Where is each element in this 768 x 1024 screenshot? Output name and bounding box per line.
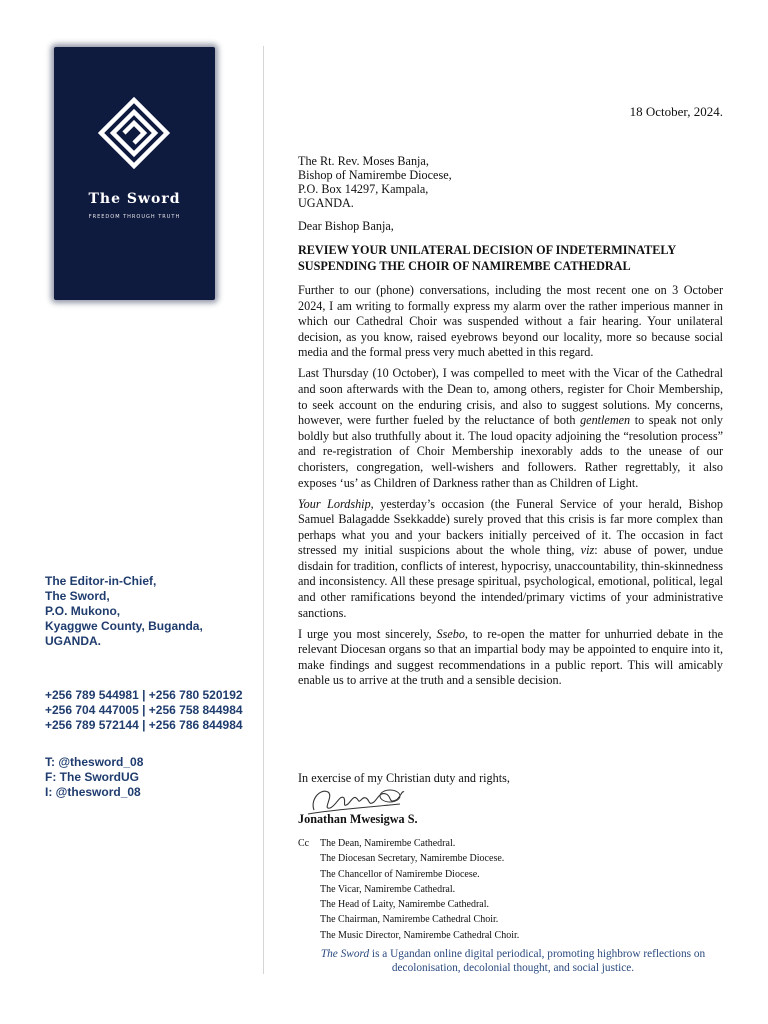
address-line: UGANDA. <box>45 634 101 648</box>
social-instagram: I: @thesword_08 <box>45 785 141 799</box>
sidebar-social <box>45 755 143 800</box>
sidebar-address <box>45 574 203 649</box>
cc-list <box>320 836 519 943</box>
phone-line: +256 704 447005 | +256 758 844984 <box>45 703 243 717</box>
cc-item: The Chairman, Namirembe Cathedral Choir. <box>320 914 499 926</box>
letter-body <box>298 283 723 694</box>
address-line: P.O. Mukono, <box>45 604 121 618</box>
footer-line-1: The Sword is a Ugandan online digital periodical, promoting highbrow reflections on <box>320 948 706 960</box>
phone-line: +256 789 544981 | +256 780 520192 <box>45 688 243 702</box>
address-line: Kyaggwe County, Buganda, <box>45 619 203 633</box>
paragraph-2: Last Thursday (10 October), I was compelled to meet with the Vicar of the Cathedral and soon afterwards with the Dean to, among others, register for Choir Membership, to seek account on the enduring crisis, and also to suggest solutions. My concerns, however, were further fueled by the reluctance of both gentlemen to speak not only boldly but also truthfully about it. The loud opacity adjoining the “resolution process” and re-registration of Choir Membership inexorably adds to the unease of our choristers, congregation, well-wishers and followers. Rather regrettably, it also exposes ‘us’ as Children of Darkness rather than as Children of Light. <box>298 366 723 490</box>
subject-line-2: SUSPENDING THE CHOIR OF NAMIREMBE CATHEDRAL <box>298 259 631 273</box>
recipient-line: Bishop of Namirembe Diocese, <box>298 168 452 182</box>
address-line: The Editor-in-Chief, <box>45 574 157 588</box>
diamond-knot-icon <box>98 97 170 169</box>
logo-name: The Sword <box>88 191 181 207</box>
phone-line: +256 789 572144 | +256 786 844984 <box>45 718 243 732</box>
cc-item: The Music Director, Namirembe Cathedral Choir. <box>320 929 520 941</box>
cc-item: The Dean, Namirembe Cathedral. <box>320 838 456 849</box>
cc-item: The Head of Laity, Namirembe Cathedral. <box>320 899 490 911</box>
recipient-line: P.O. Box 14297, Kampala, <box>298 182 429 196</box>
logo-panel <box>54 47 215 300</box>
footer-line-2: decolonisation, decolonial thought, and social justice. <box>391 962 635 974</box>
closing-line: In exercise of my Christian duty and rights, <box>298 771 510 785</box>
footer-tagline <box>293 947 733 975</box>
salutation: Dear Bishop Banja, <box>298 219 394 233</box>
cc-item: The Chancellor of Namirembe Diocese. <box>320 868 480 880</box>
subject-line <box>298 242 723 274</box>
logo-motto: FREEDOM THROUGH TRUTH <box>88 214 181 220</box>
sidebar-phones <box>45 688 243 733</box>
address-line: The Sword, <box>45 589 110 603</box>
divider-line <box>263 46 264 974</box>
cc-item: The Diocesan Secretary, Namirembe Diocese. <box>320 853 505 865</box>
social-twitter: T: @thesword_08 <box>45 755 144 769</box>
subject-line-1: REVIEW YOUR UNILATERAL DECISION OF INDETERMINATELY <box>298 243 677 257</box>
cc-label: Cc <box>298 838 310 849</box>
social-facebook: F: The SwordUG <box>45 770 139 784</box>
paragraph-4: I urge you most sincerely, Ssebo, to re-open the matter for unhurried debate in the relevant Diocesan organs so that an impartial body may be appointed to enquire into it, make findings and suggest recommendations in a public report. This will amicably enable us to arrive at the truth and a sensible decision. <box>298 626 723 688</box>
paragraph-1: Further to our (phone) conversations, including the most recent one on 3 October 2024, I am writing to formally express my alarm over the rather imperious manner in which our Cathedral Choir was suspended without a fair hearing. Your unilateral decision, as you know, raised eyebrows beyond our locality, more so because social media and the formal press very much abetted in this regard. <box>298 283 723 360</box>
cc-item: The Vicar, Namirembe Cathedral. <box>320 883 456 895</box>
signer-name: Jonathan Mwesigwa S. <box>298 812 418 826</box>
letter-date: 18 October, 2024. <box>629 104 723 119</box>
recipient-address <box>298 154 723 210</box>
recipient-line: UGANDA. <box>298 196 354 210</box>
recipient-line: The Rt. Rev. Moses Banja, <box>298 154 429 168</box>
paragraph-3: Your Lordship, yesterday’s occasion (the Funeral Service of your herald, Bishop Samuel Balagadde Ssekkadde) surely proved that this crisis is far more complex than perhaps what you and your backers initially perceived of it. The occasion in fact stressed my initial suspicions about the whole thing, viz: abuse of power, undue disdain for tradition, conflicts of interest, hypocrisy, unaccountability, thin-skinnedness and inconsistency. All these presage spiritual, psychological, emotional, political, legal and other ramifications beyond the intended/primary victims of your administrative sanctions. <box>298 496 723 620</box>
